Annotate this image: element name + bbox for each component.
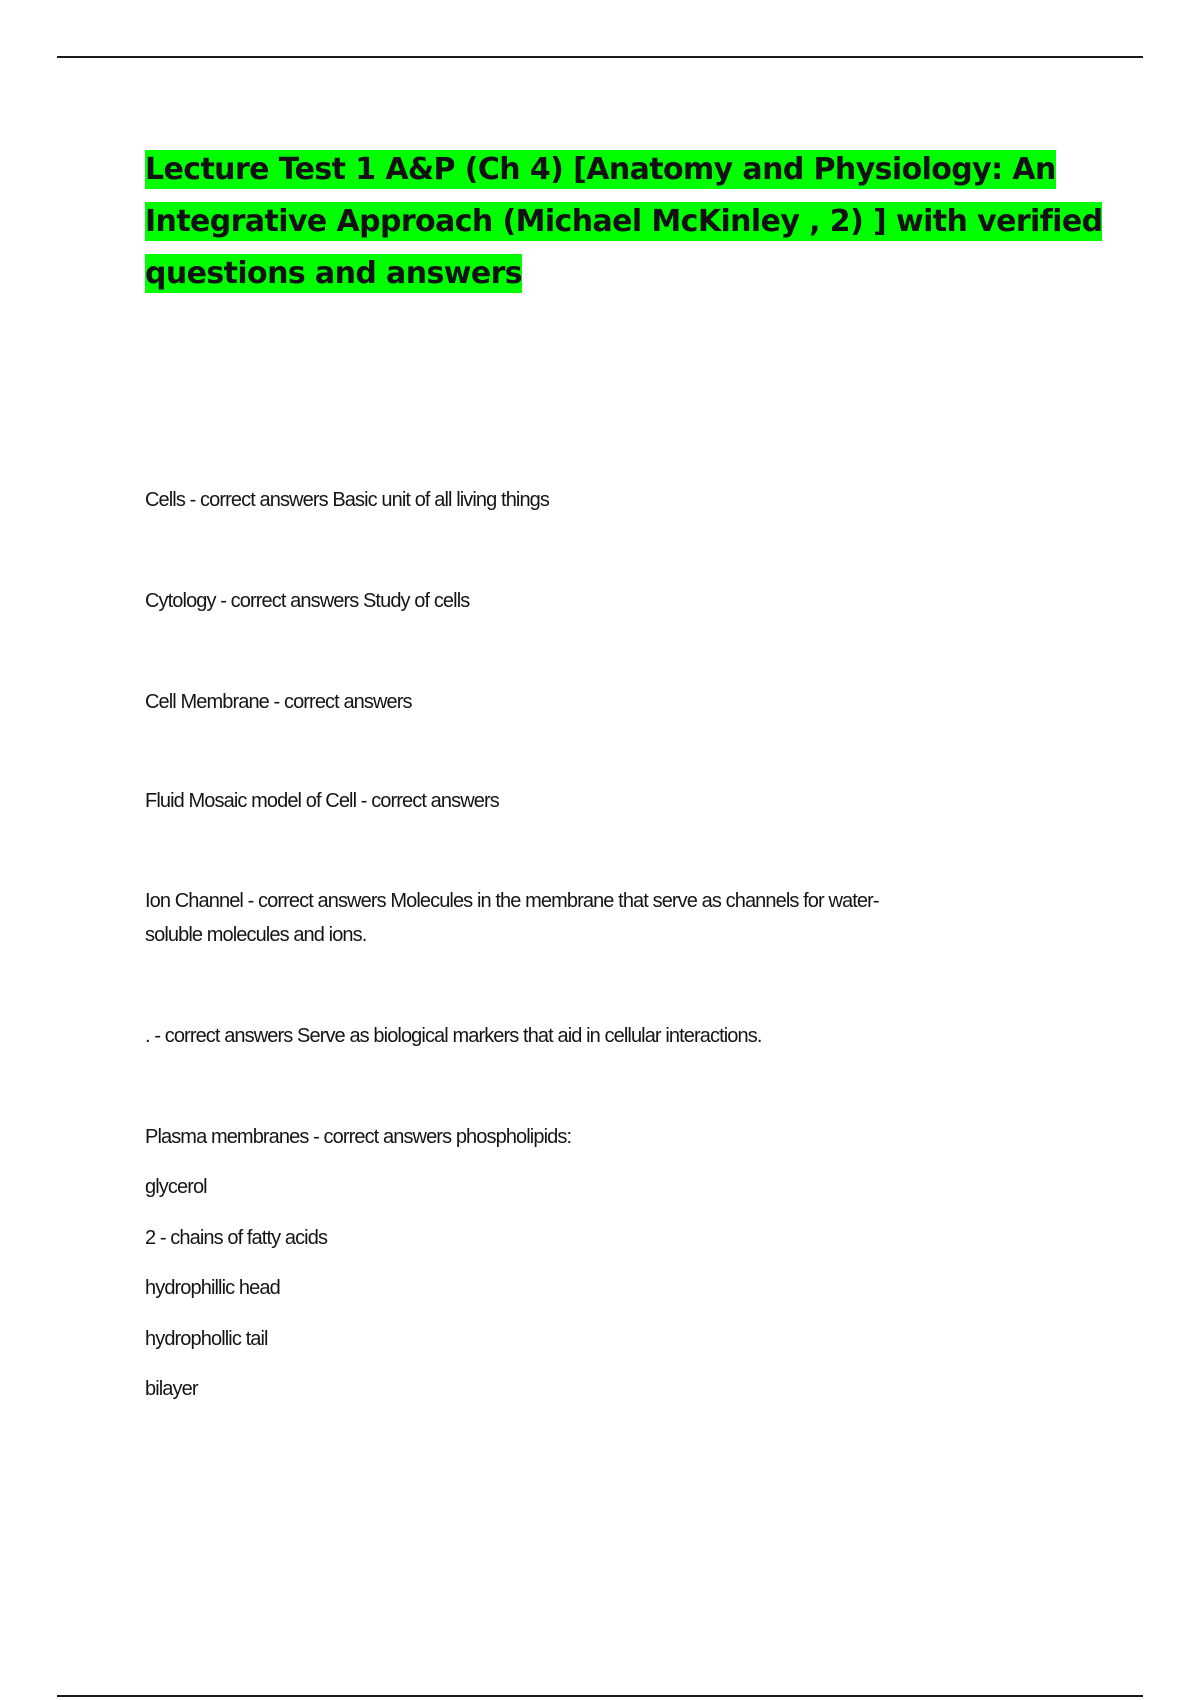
qa-cell-membrane: Cell Membrane - correct answers xyxy=(145,691,412,713)
qa-plasma-membranes: Plasma membranes - correct answers phospholipids: xyxy=(145,1126,572,1148)
qa-list-item: hydrophollic tail xyxy=(145,1328,268,1350)
title-line xyxy=(145,196,1105,248)
qa-biological-markers: . - correct answers Serve as biological markers that aid in cellular interactions. xyxy=(145,1025,762,1047)
qa-cells: Cells - correct answers Basic unit of all living things xyxy=(145,489,550,511)
title-highlight: questions and answers xyxy=(145,256,523,291)
qa-list-item: 2 - chains of fatty acids xyxy=(145,1227,328,1249)
title-highlight: Integrative Approach (Michael McKinley , 2) ] with verified xyxy=(145,204,1103,239)
title-line xyxy=(145,144,1105,196)
qa-list-item: bilayer xyxy=(145,1378,198,1400)
top-rule xyxy=(57,56,1143,58)
qa-fluid-mosaic: Fluid Mosaic model of Cell - correct answers xyxy=(145,790,499,812)
qa-list-item: hydrophillic head xyxy=(145,1277,280,1299)
qa-ion-channel-line-1: Ion Channel - correct answers Molecules in the membrane that serve as channels for water- xyxy=(145,890,879,912)
qa-list-item: glycerol xyxy=(145,1176,207,1198)
document-title xyxy=(145,144,1105,300)
title-line xyxy=(145,248,1105,300)
bottom-rule xyxy=(57,1695,1143,1697)
qa-ion-channel xyxy=(145,884,1045,952)
qa-ion-channel-line-2: soluble molecules and ions. xyxy=(145,924,367,946)
title-highlight: Lecture Test 1 A&P (Ch 4) [Anatomy and Physiology: An xyxy=(145,152,1056,187)
qa-cytology: Cytology - correct answers Study of cells xyxy=(145,590,470,612)
